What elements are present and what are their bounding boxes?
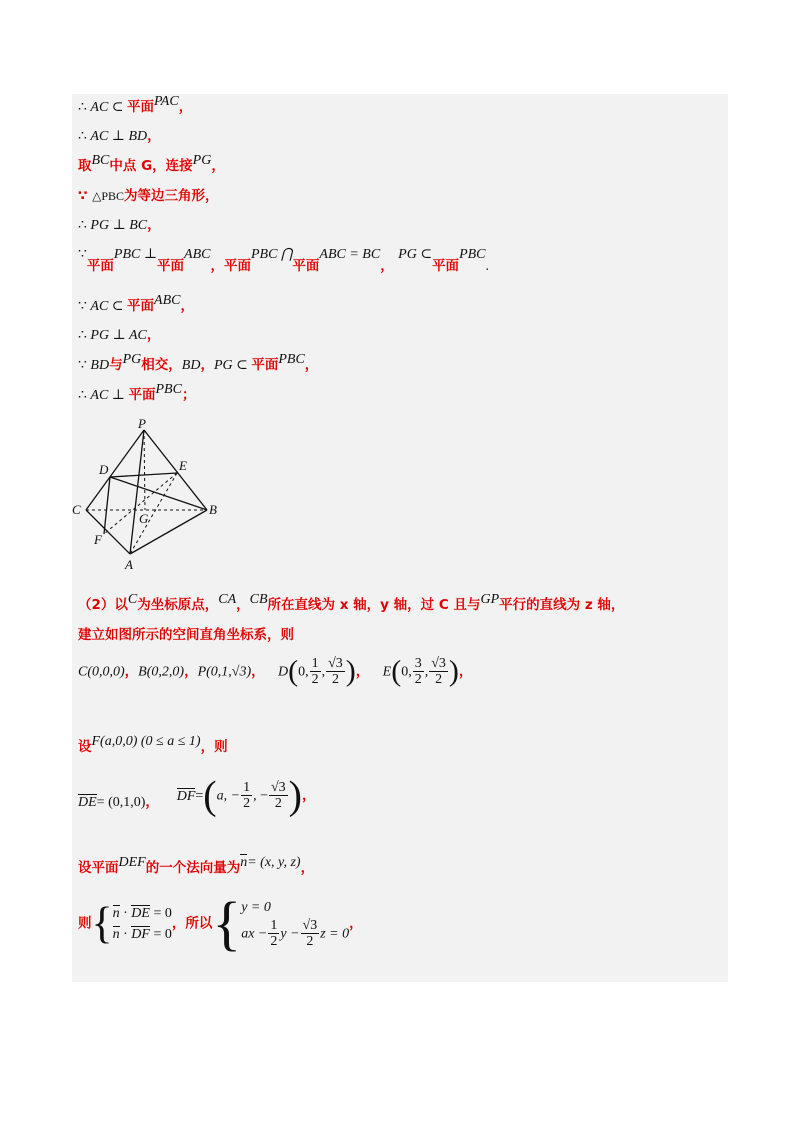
edge-PG-dashed <box>144 430 145 510</box>
label-G: G <box>139 511 149 526</box>
label-C: C <box>72 502 81 517</box>
label-A: A <box>125 557 133 572</box>
proof-line-9: ∵ BD与PG相交，BD，PG ⊂ 平面PBC， <box>78 352 319 373</box>
proof-line-1: ∴ AC ⊂ 平面PAC， <box>78 94 193 115</box>
edge-PB <box>144 430 207 510</box>
proof-line-6: ∵平面PBC ⊥平面ABC，平面PBC ⋂平面ABC = BC， PG ⊂平面PBC. <box>78 247 490 274</box>
proof-line-4: ∵ △PBC为等边三角形， <box>78 188 219 204</box>
edge-DF <box>104 477 110 534</box>
label-F: F <box>94 532 102 547</box>
normal-vector-line: 设平面DEF的一个法向量为n= (x, y, z)， <box>78 855 315 876</box>
proof-line-7: ∵ AC ⊂ 平面ABC， <box>78 293 194 314</box>
edge-EA-dashed <box>130 473 177 554</box>
tetrahedron-figure <box>68 416 228 576</box>
label-D: D <box>99 462 109 477</box>
vectors-line: DE= (0,1,0)， DF=(a, − $\frac{1}{2}$ , − $\frac{√3}{2}$ )， <box>78 772 316 818</box>
proof-line-3: 取BC中点 G，连接PG， <box>78 153 225 174</box>
part2-line-1: （2）以C为坐标原点，CA，CB所在直线为 x 轴，y 轴，过 C 且与GP平行的直线为 z 轴， <box>78 592 625 613</box>
system-line: 则{ n · DE = 0 n · DF = 0 ，所以{ y = 0 ax − $\frac{1}{2}$ y − $\frac{√3}{2}$ z = 0 ， <box>78 890 363 957</box>
coordinates-line: C(0,0,0)，B(0,2,0)，P(0,1,√3)， D(0, $\frac{1}{2}$ , $\frac{√3}{2}$ )， E(0, $\frac{3}{2}$ , $\frac{√3}{2}$ )， <box>78 654 473 688</box>
proof-line-2: ∴ AC ⊥ BD， <box>78 128 161 144</box>
part2-line-2: 建立如图所示的空间直角坐标系，则 <box>78 627 294 643</box>
proof-line-8: ∴ PG ⊥ AC， <box>78 327 161 343</box>
edge-CA <box>86 510 130 554</box>
label-E: E <box>179 458 187 473</box>
set-F-line: 设F(a,0,0) (0 ≤ a ≤ 1)，则 <box>78 734 228 755</box>
edge-DE <box>110 473 177 477</box>
edge-PA <box>130 430 144 554</box>
label-B: B <box>209 502 217 517</box>
edge-PC <box>86 430 144 510</box>
proof-line-10: ∴ AC ⊥ 平面PBC； <box>78 382 196 403</box>
label-P: P <box>138 416 146 431</box>
proof-line-5: ∴ PG ⊥ BC， <box>78 217 161 233</box>
